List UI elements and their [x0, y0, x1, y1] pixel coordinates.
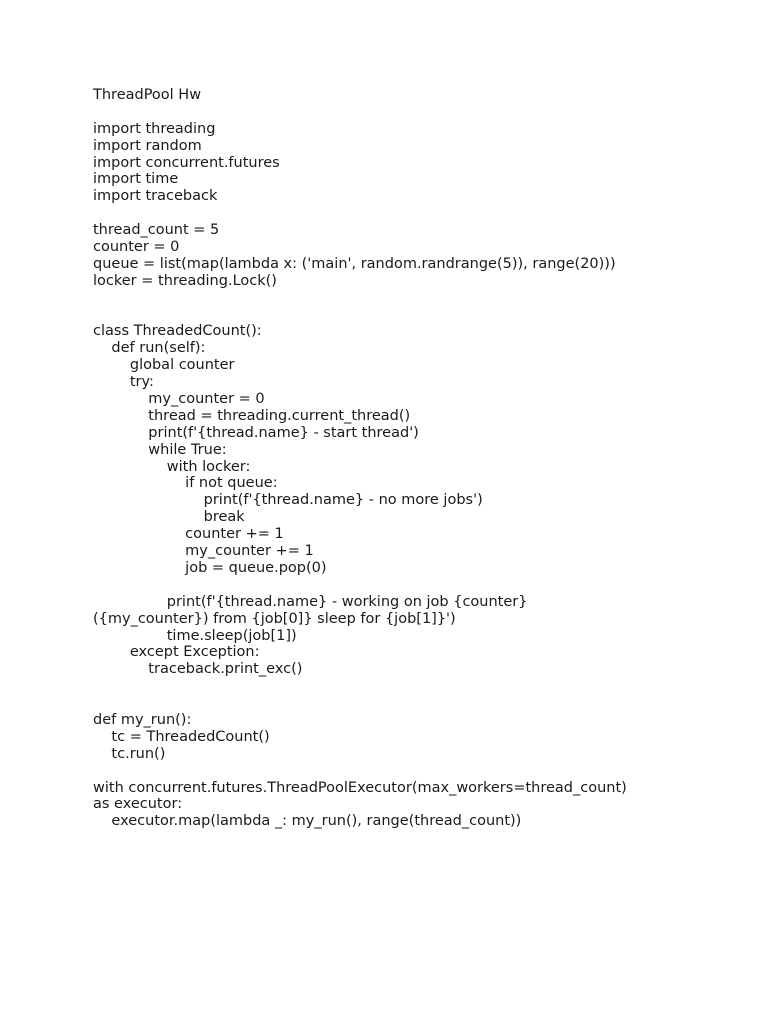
document-title: ThreadPool Hw: [93, 87, 202, 103]
code-line: def my_run():: [93, 711, 192, 728]
code-line: thread_count = 5: [93, 222, 220, 239]
code-line: class ThreadedCount():: [93, 323, 262, 340]
code-line: locker = threading.Lock(): [93, 272, 277, 289]
globals-block: [93, 222, 733, 290]
code-line: job = queue.pop(0): [93, 559, 327, 576]
code-line: with locker:: [93, 458, 251, 475]
executor-block: [93, 780, 733, 831]
code-line: [93, 577, 733, 594]
document-body: [93, 87, 733, 830]
imports-block: [93, 121, 733, 205]
code-line: except Exception:: [93, 644, 260, 661]
blank-line: [93, 290, 733, 307]
code-line: traceback.print_exc(): [93, 661, 303, 678]
code-line: my_counter = 0: [93, 391, 265, 408]
blank-line: [93, 104, 733, 121]
code-line: global counter: [93, 357, 235, 374]
function-block: [93, 712, 733, 763]
code-line: import time: [93, 171, 179, 188]
code-line: counter = 0: [93, 239, 180, 256]
code-line: thread = threading.current_thread(): [93, 407, 411, 424]
code-line: tc.run(): [93, 745, 166, 762]
blank-line: [93, 307, 733, 324]
code-line: import threading: [93, 120, 216, 137]
blank-line: [93, 763, 733, 780]
code-line: queue = list(map(lambda x: ('main', random.randrange(5)), range(20))): [93, 255, 616, 272]
code-line: executor.map(lambda _: my_run(), range(thread_count)): [93, 813, 522, 830]
code-line: ({my_counter}) from {job[0]} sleep for {job[1]}'): [93, 610, 456, 627]
code-line: time.sleep(job[1]): [93, 627, 297, 644]
code-line: counter += 1: [93, 526, 284, 543]
code-line: print(f'{thread.name} - no more jobs'): [93, 492, 483, 509]
code-line: print(f'{thread.name} - working on job {counter}: [93, 593, 528, 610]
code-line: while True:: [93, 441, 227, 458]
code-line: tc = ThreadedCount(): [93, 728, 270, 745]
blank-line: [93, 205, 733, 222]
blank-line: [93, 695, 733, 712]
blank-line: [93, 678, 733, 695]
class-block: [93, 323, 733, 678]
code-line: if not queue:: [93, 475, 278, 492]
code-line: print(f'{thread.name} - start thread'): [93, 424, 419, 441]
code-line: my_counter += 1: [93, 543, 314, 560]
code-line: as executor:: [93, 796, 183, 813]
code-line: break: [93, 509, 245, 526]
code-line: import concurrent.futures: [93, 154, 280, 171]
code-line: def run(self):: [93, 340, 206, 357]
code-line: import traceback: [93, 188, 218, 205]
code-line: with concurrent.futures.ThreadPoolExecutor(max_workers=thread_count): [93, 779, 627, 796]
code-line: try:: [93, 374, 154, 391]
code-line: import random: [93, 137, 202, 154]
